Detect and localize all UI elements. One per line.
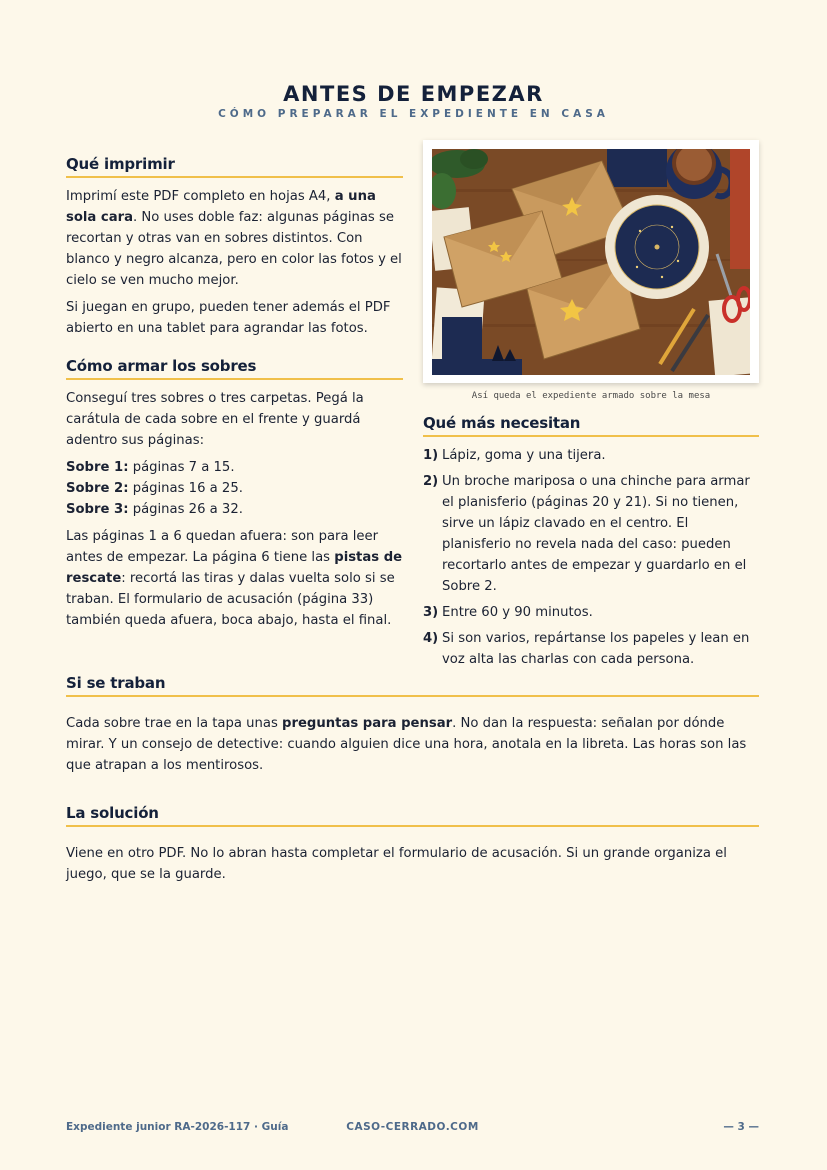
section-heading-needs: Qué más necesitan bbox=[423, 414, 759, 437]
solution-paragraph: Viene en otro PDF. No lo abran hasta completar el formulario de acusación. Si un grande organiza el juego, que se la guarde. bbox=[66, 846, 727, 882]
needs-item bbox=[423, 628, 759, 670]
left-column bbox=[66, 155, 403, 631]
needs-item-number: 1) bbox=[423, 448, 439, 463]
stuck-emphasis: preguntas para pensar bbox=[282, 716, 453, 731]
envelopes-emphasis: pistas de rescate bbox=[66, 550, 403, 586]
needs-item bbox=[423, 471, 759, 597]
envelope-label: Sobre 3: bbox=[66, 502, 129, 517]
needs-item-number: 4) bbox=[423, 631, 439, 646]
envelope-item bbox=[66, 478, 403, 499]
needs-item bbox=[423, 602, 759, 623]
envelope-item bbox=[66, 499, 403, 520]
section-envelopes bbox=[66, 357, 403, 631]
section-needs bbox=[423, 414, 759, 670]
print-paragraph-2: Si juegan en grupo, pueden tener además el PDF abierto en una tablet para agrandar las fotos. bbox=[66, 300, 391, 336]
section-heading-solution: La solución bbox=[66, 804, 759, 827]
photo-caption: Así queda el expediente armado sobre la mesa bbox=[471, 391, 711, 401]
needs-item-text: Entre 60 y 90 minutos. bbox=[442, 605, 593, 620]
needs-item-text: Si son varios, repártanse los papeles y lean en voz alta las charlas con cada persona. bbox=[442, 631, 750, 667]
needs-item-text: Un broche mariposa o una chinche para armar el planisferio (páginas 20 y 21). Si no tienen, sirve un lápiz clavado en el centro. El planisferio no revela nada del caso: pueden recortarlo antes de empezar y guardarlo en el Sobre 2. bbox=[442, 474, 750, 594]
footer-website: CASO-CERRADO.COM bbox=[346, 1121, 479, 1133]
envelope-list bbox=[66, 457, 403, 520]
page-title: ANTES DE EMPEZAR bbox=[283, 82, 544, 106]
section-solution bbox=[66, 804, 759, 885]
section-heading-print: Qué imprimir bbox=[66, 155, 403, 178]
stuck-paragraph bbox=[66, 713, 759, 776]
needs-item-number: 2) bbox=[423, 474, 439, 489]
stuck-text: . No dan la respuesta: señalan por dónde mirar. Y un consejo de detective: cuando alguien dice una hora, anotala en la libreta. Las horas son las que atrapan a los mentirosos. bbox=[66, 716, 747, 773]
stuck-text: Cada sobre trae en la tapa unas bbox=[66, 716, 283, 731]
envelopes-intro: Conseguí tres sobres o tres carpetas. Pegá la carátula de cada sobre en el frente y guardá adentro sus páginas: bbox=[66, 391, 364, 448]
section-heading-stuck: Si se traban bbox=[66, 674, 759, 697]
envelope-label: Sobre 1: bbox=[66, 460, 129, 475]
expediente-photo bbox=[432, 149, 750, 375]
envelopes-paragraph bbox=[66, 526, 403, 631]
envelope-pages: páginas 26 a 32. bbox=[128, 502, 243, 517]
envelope-item bbox=[66, 457, 403, 478]
right-column bbox=[423, 140, 759, 675]
page-header bbox=[0, 80, 827, 120]
section-stuck bbox=[66, 674, 759, 776]
print-emphasis: a una sola cara bbox=[66, 189, 376, 225]
section-heading-envelopes: Cómo armar los sobres bbox=[66, 357, 403, 380]
envelopes-text: : recortá las tiras y dalas vuelta solo si se traban. El formulario de acusación (página 33) también queda afuera, boca abajo, hasta el final. bbox=[66, 571, 395, 628]
needs-item-number: 3) bbox=[423, 605, 439, 620]
needs-list bbox=[423, 445, 759, 670]
photo-frame bbox=[423, 140, 759, 383]
footer-document-id: Expediente junior RA-2026-117 · Guía bbox=[66, 1121, 289, 1133]
print-text: Imprimí este PDF completo en hojas A4, bbox=[66, 189, 335, 204]
footer-page-number: — 3 — bbox=[723, 1121, 759, 1133]
print-paragraph-1 bbox=[66, 186, 403, 291]
envelope-label: Sobre 2: bbox=[66, 481, 129, 496]
page-subtitle: CÓMO PREPARAR EL EXPEDIENTE EN CASA bbox=[218, 108, 609, 120]
print-text: . No uses doble faz: algunas páginas se recortan y otras van en sobres distintos. Con blanco y negro alcanza, pero en color las fotos y el cielo se ven mucho mejor. bbox=[66, 210, 402, 288]
needs-item bbox=[423, 445, 759, 466]
page-footer bbox=[66, 1121, 759, 1135]
section-print bbox=[66, 155, 403, 339]
envelopes-text: Las páginas 1 a 6 quedan afuera: son para leer antes de empezar. La página 6 tiene las bbox=[66, 529, 379, 565]
needs-item-text: Lápiz, goma y una tijera. bbox=[442, 448, 606, 463]
envelope-pages: páginas 7 a 15. bbox=[128, 460, 235, 475]
envelope-pages: páginas 16 a 25. bbox=[128, 481, 243, 496]
